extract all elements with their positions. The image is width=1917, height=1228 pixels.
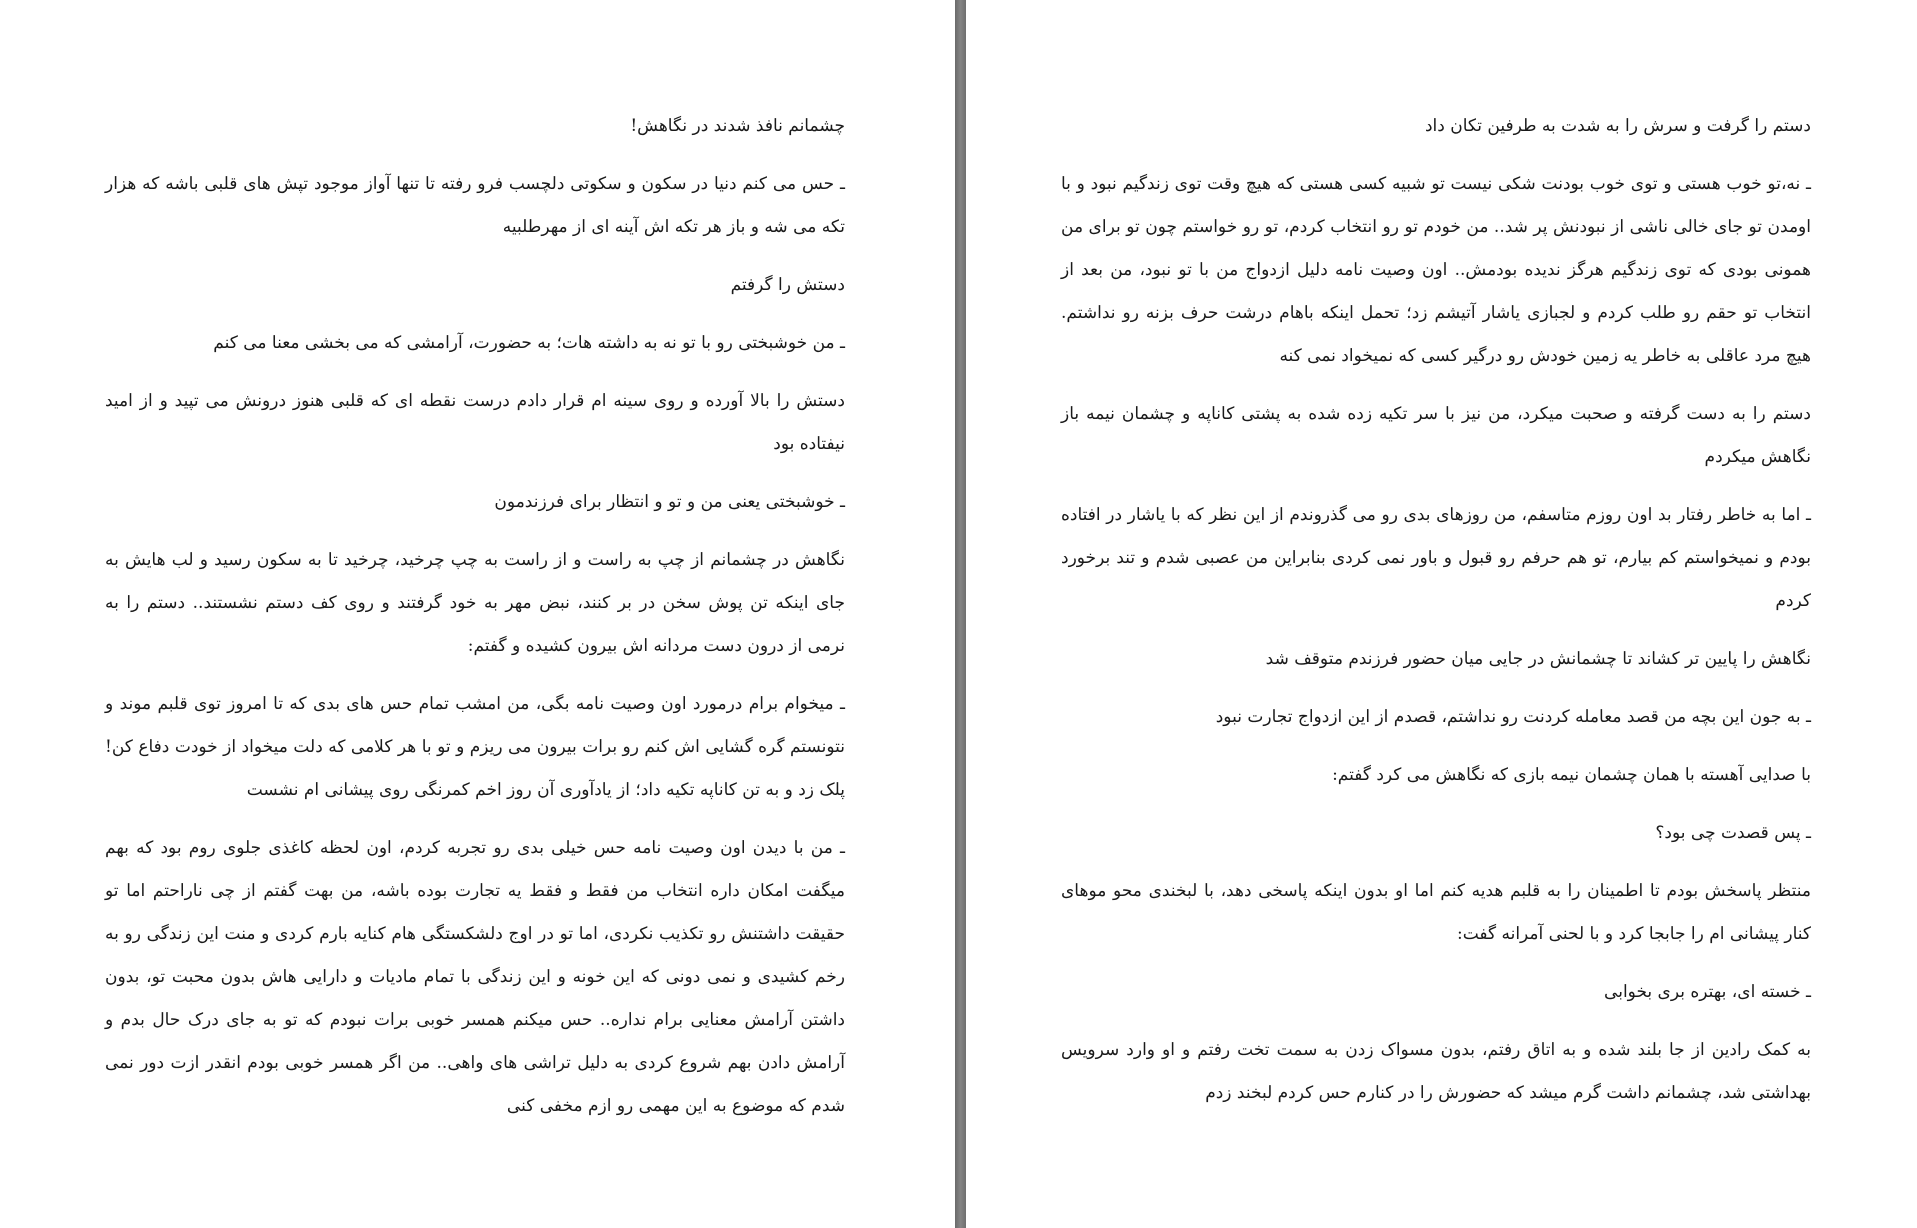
paragraph: دستش را گرفتم — [730, 275, 845, 295]
page-left-text — [105, 105, 845, 1143]
paragraph: ـ نه،تو خوب هستی و توی خوب بودنت شکی نیست تو شبیه کسی هستی که هیچ وقت توی زندگیم نبود و با اومدن تو جای خالی ناشی از نبودنش پر شد.. من خودم تو رو انتخاب کردم، تو رو خواستم چون تو برای من همونی بودی که توی زندگیم هرگز ندیده بودمش.. اون وصیت نامه دلیل ازدواج من با تو نبود، من بعد از انتخاب تو حقم رو طلب کردم و لجبازی یاشار آتیشم زد؛ تحمل اینکه باهام درشت حرف بزنه رو نداشتم. هیچ مرد عاقلی به خاطر یه زمین خودش رو درگیر کسی که نمیخواد نمی کنه — [1061, 174, 1811, 366]
paragraph: ـ حس می کنم دنیا در سکون و سکوتی دلچسب فرو رفته تا تنها آواز موجود تپش های قلبی باشه که هزار تکه می شه و باز هر تکه اش آینه ای از مهرطلبیه — [105, 174, 845, 237]
paragraph: ـ اما به خاطر رفتار بد اون روزم متاسفم، من روزهای بدی رو می گذروندم از این نظر که با یاشار در افتاده بودم و نمیخواستم کم بیارم، تو هم حرفم رو قبول و باور نمی کردی بنابراین من عصبی شدم و تند برخورد کردم — [1061, 505, 1811, 611]
paragraph: نگاهش را پایین تر کشاند تا چشمانش در جایی میان حضور فرزندم متوقف شد — [1265, 649, 1811, 669]
paragraph: دستش را بالا آورده و روی سینه ام قرار دادم درست نقطه ای که قلبی هنوز درونش می تپید و از امید نیفتاده بود — [105, 391, 845, 454]
paragraph: دستم را گرفت و سرش را به شدت به طرفین تکان داد — [1424, 116, 1811, 136]
paragraph: منتظر پاسخش بودم تا اطمینان را به قلبم هدیه کنم اما او بدون اینکه پاسخی دهد، با لبخندی محو موهای کنار پیشانی ام را جابجا کرد و با لحنی آمرانه گفت: — [1061, 881, 1811, 944]
paragraph: ـ به جون این بچه من قصد معامله کردنت رو نداشتم، قصدم از این ازدواج تجارت نبود — [1215, 707, 1811, 727]
paragraph: ـ خوشبختی یعنی من و تو و انتظار برای فرزندمون — [494, 492, 845, 512]
paragraph: ـ من خوشبختی رو با تو نه به داشته هات؛ به حضورت، آرامشی که می بخشی معنا می کنم — [213, 333, 845, 353]
page-gutter — [955, 0, 966, 1228]
paragraph: به کمک رادین از جا بلند شده و به اتاق رفتم، بدون مسواک زدن به سمت تخت رفتم و او وارد سرویس بهداشتی شد، چشمانم داشت گرم میشد که حضورش را در کنارم حس کردم لبخند زدم — [1061, 1040, 1811, 1103]
paragraph: ـ پس قصدت چی بود؟ — [1655, 823, 1811, 843]
page-left — [0, 0, 955, 1228]
paragraph: ـ من با دیدن اون وصیت نامه حس خیلی بدی رو تجربه کردم، اون لحظه کاغذی جلوی روم بود که بهم میگفت امکان داره انتخاب من فقط و فقط یه تجارت بوده باشه، من بهت گفتم از چی ناراحتم اما تو حقیقت داشتنش رو تکذیب نکردی، اما تو در اوج دلشکستگی هام کنایه بارم کردی و منت این زندگی رو به رخم کشیدی و نمی دونی که این خونه و این زندگی با تمام مادیات و دارایی هاش بدون محبت تو، بدون داشتن آرامش معنایی برام نداره.. حس میکنم همسر خوبی برات نبودم که تو به جای درک حال بدم و آرامش دادن بهم شروع کردی به دلیل تراشی های واهی.. من اگر همسر خوبی بودم انقدر ازت دور نمی شدم که موضوع به این مهمی رو ازم مخفی کنی — [105, 838, 845, 1116]
paragraph: ـ میخوام برام درمورد اون وصیت نامه بگی، من امشب تمام حس های بدی که تا امروز توی قلبم موند و نتونستم گره گشایی اش کنم رو برات بیرون می ریزم و تو با هر کلامی که دلت میخواد از خودت دفاع کن! پلک زد و به تن کاناپه تکیه داد؛ از یادآوری آن روز اخم کمرنگی روی پیشانی ام نشست — [105, 694, 845, 800]
page-right — [966, 0, 1917, 1228]
paragraph: چشمانم نافذ شدند در نگاهش! — [630, 116, 845, 136]
page-right-text — [1061, 105, 1811, 1130]
paragraph: نگاهش در چشمانم از چپ به راست و از راست به چپ چرخید، چرخید تا به سکون رسید و لب هایش به جای اینکه تن پوش سخن در بر کنند، نبض مهر به خود گرفتند و روی کف دستم نشستند.. دستم را به نرمی از درون دست مردانه اش بیرون کشیده و گفتم: — [105, 550, 845, 656]
paragraph: دستم را به دست گرفته و صحبت میکرد، من نیز با سر تکیه زده شده به پشتی کاناپه و چشمان نیمه باز نگاهش میکردم — [1061, 404, 1811, 467]
paragraph: با صدایی آهسته با همان چشمان نیمه بازی که نگاهش می کرد گفتم: — [1332, 765, 1811, 785]
paragraph: ـ خسته ای، بهتره بری بخوابی — [1604, 982, 1811, 1002]
